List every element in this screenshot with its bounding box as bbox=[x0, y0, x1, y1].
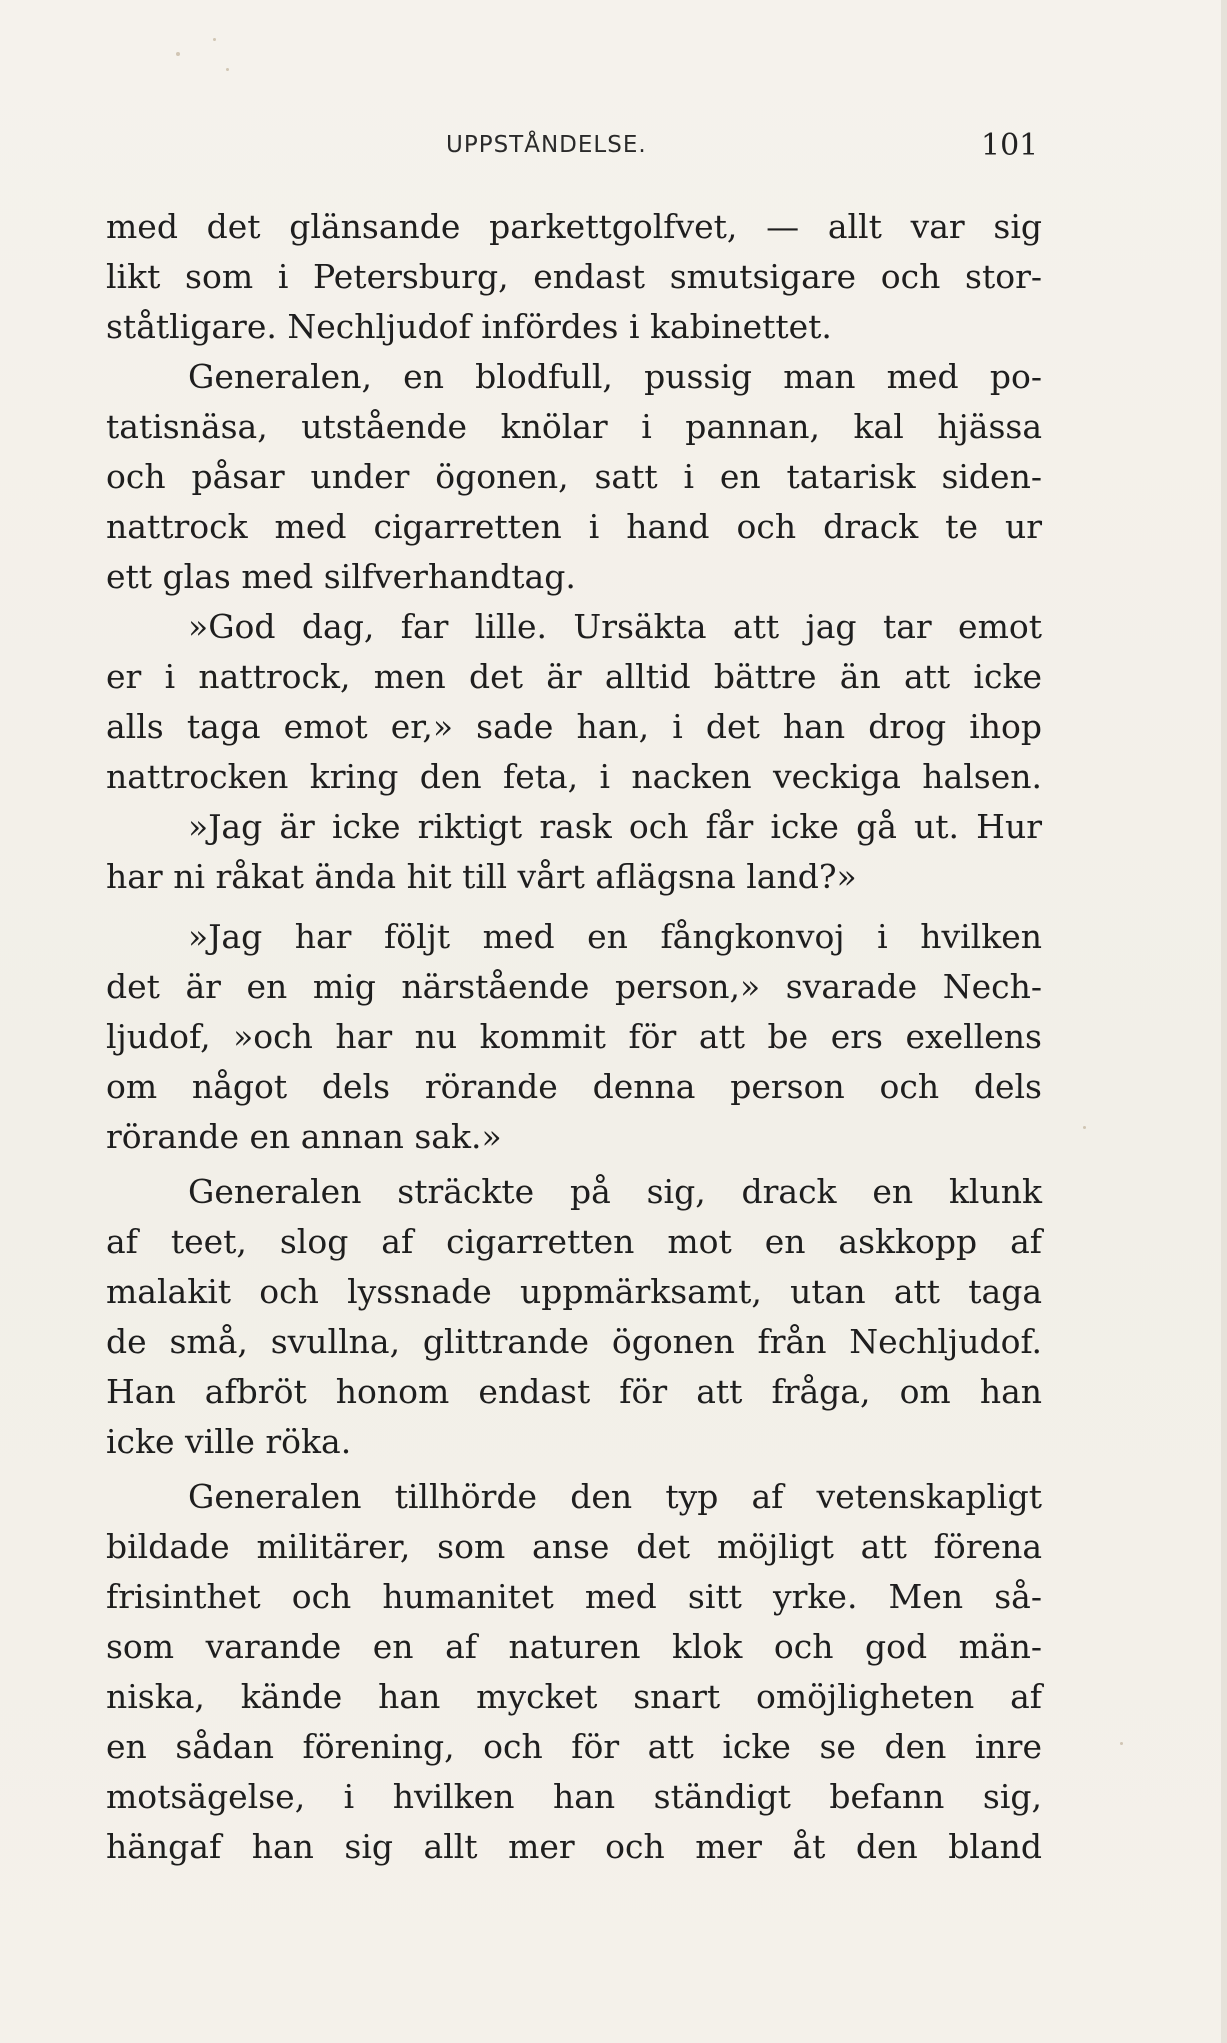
running-head: UPPSTÅNDELSE. bbox=[446, 132, 647, 158]
text-line: af teet, slog af cigarretten mot en askkopp af bbox=[106, 1222, 1042, 1261]
text-line: nattrocken kring den feta, i nacken veckiga halsen. bbox=[106, 757, 1042, 796]
text-line: med det glänsande parkettgolfvet, — allt var sig bbox=[106, 207, 1042, 246]
text-line: niska, kände han mycket snart omöjligheten af bbox=[106, 1677, 1042, 1716]
text-line: icke ville röka. bbox=[106, 1422, 352, 1461]
text-line: en sådan förening, och för att icke se den inre bbox=[106, 1727, 1042, 1766]
text-line: frisinthet och humanitet med sitt yrke. Men så- bbox=[106, 1577, 1042, 1616]
text-line: det är en mig närstående person,» svarade Nech- bbox=[106, 967, 1042, 1006]
text-line: de små, svullna, glittrande ögonen från Nechljudof. bbox=[106, 1322, 1042, 1361]
text-line: »Jag har följt med en fångkonvoj i hvilken bbox=[188, 917, 1042, 956]
page-edge bbox=[1221, 0, 1227, 2043]
text-line: nattrock med cigarretten i hand och drack te ur bbox=[106, 507, 1042, 546]
text-line: ståtligare. Nechljudof infördes i kabinettet. bbox=[106, 307, 832, 346]
text-line: bildade militärer, som anse det möjligt att förena bbox=[106, 1527, 1042, 1566]
text-line: »God dag, far lille. Ursäkta att jag tar emot bbox=[188, 607, 1042, 646]
page-header bbox=[0, 128, 1227, 168]
paper-speck bbox=[213, 38, 216, 41]
text-line: Generalen, en blodfull, pussig man med po- bbox=[188, 357, 1042, 396]
text-line: ett glas med silfverhandtag. bbox=[106, 557, 576, 596]
paper-speck bbox=[226, 68, 229, 71]
text-line: Generalen sträckte på sig, drack en klunk bbox=[188, 1172, 1042, 1211]
text-line: Han afbröt honom endast för att fråga, om han bbox=[106, 1372, 1042, 1411]
text-line: har ni råkat ända hit till vårt aflägsna land?» bbox=[106, 857, 857, 896]
paper-speck bbox=[1083, 1126, 1086, 1129]
text-line: rörande en annan sak.» bbox=[106, 1117, 502, 1156]
text-line: »Jag är icke riktigt rask och får icke gå ut. Hur bbox=[188, 807, 1042, 846]
text-line: som varande en af naturen klok och god män- bbox=[106, 1627, 1042, 1666]
text-line: malakit och lyssnade uppmärksamt, utan att taga bbox=[106, 1272, 1042, 1311]
text-line: motsägelse, i hvilken han ständigt befann sig, bbox=[106, 1777, 1042, 1816]
text-line: och påsar under ögonen, satt i en tatarisk siden- bbox=[106, 457, 1042, 496]
text-line: er i nattrock, men det är alltid bättre än att icke bbox=[106, 657, 1042, 696]
text-line: ljudof, »och har nu kommit för att be ers exellens bbox=[106, 1017, 1042, 1056]
text-line: om något dels rörande denna person och dels bbox=[106, 1067, 1042, 1106]
text-line: tatisnäsa, utstående knölar i pannan, kal hjässa bbox=[106, 407, 1042, 446]
text-line: alls taga emot er,» sade han, i det han drog ihop bbox=[106, 707, 1042, 746]
text-line: Generalen tillhörde den typ af vetenskapligt bbox=[188, 1477, 1042, 1516]
paper-speck bbox=[176, 52, 180, 56]
text-line: likt som i Petersburg, endast smutsigare och stor- bbox=[106, 257, 1042, 296]
paper-speck bbox=[1120, 1742, 1123, 1745]
page-number: 101 bbox=[981, 128, 1039, 163]
text-line: hängaf han sig allt mer och mer åt den bland bbox=[106, 1827, 1042, 1866]
